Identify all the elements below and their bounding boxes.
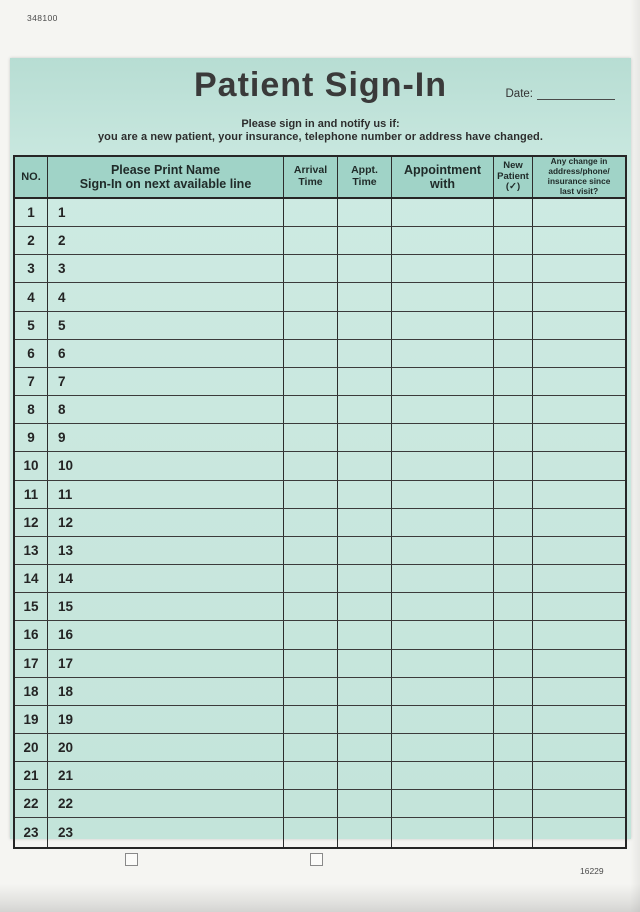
appt-time-cell[interactable] — [338, 199, 392, 226]
appt-time-cell[interactable] — [338, 396, 392, 423]
new-patient-check-cell[interactable] — [494, 593, 533, 620]
name-entry-cell[interactable]: 9 — [48, 424, 284, 451]
sign-in-row — [15, 565, 625, 593]
info-change-cell[interactable] — [533, 452, 625, 479]
row-number: 7 — [15, 368, 48, 395]
row-number: 9 — [15, 424, 48, 451]
info-change-cell[interactable] — [533, 734, 625, 761]
column-header-name: Please Print Name Sign-In on next available line — [48, 157, 284, 197]
appointment-with-cell[interactable] — [392, 368, 494, 395]
name-entry-cell[interactable]: 18 — [48, 678, 284, 705]
row-number: 6 — [15, 340, 48, 367]
row-number: 12 — [15, 509, 48, 536]
table-header-row — [15, 157, 625, 199]
sign-in-row — [15, 481, 625, 509]
arrival-time-cell[interactable] — [284, 818, 338, 846]
row-number: 2 — [15, 227, 48, 254]
appointment-with-cell[interactable] — [392, 255, 494, 282]
sign-in-row — [15, 621, 625, 649]
row-number: 22 — [15, 790, 48, 817]
arrival-time-cell[interactable] — [284, 650, 338, 677]
info-change-cell[interactable] — [533, 818, 625, 846]
arrival-time-cell[interactable] — [284, 396, 338, 423]
scan-edge-shadow-bottom — [0, 884, 640, 912]
appointment-with-cell[interactable] — [392, 199, 494, 226]
name-entry-cell[interactable]: 8 — [48, 396, 284, 423]
arrival-time-cell[interactable] — [284, 227, 338, 254]
new-patient-check-cell[interactable] — [494, 368, 533, 395]
name-entry-cell[interactable]: 23 — [48, 818, 284, 846]
appt-time-cell[interactable] — [338, 621, 392, 648]
info-change-cell[interactable] — [533, 424, 625, 451]
arrival-time-cell[interactable] — [284, 593, 338, 620]
new-patient-check-cell[interactable] — [494, 340, 533, 367]
new-patient-check-cell[interactable] — [494, 283, 533, 310]
info-change-cell[interactable] — [533, 762, 625, 789]
row-number: 3 — [15, 255, 48, 282]
name-entry-cell[interactable]: 19 — [48, 706, 284, 733]
name-entry-cell[interactable]: 17 — [48, 650, 284, 677]
name-entry-cell[interactable]: 4 — [48, 283, 284, 310]
appointment-with-cell[interactable] — [392, 312, 494, 339]
name-entry-cell[interactable]: 10 — [48, 452, 284, 479]
appointment-with-cell[interactable] — [392, 537, 494, 564]
appt-time-cell[interactable] — [338, 340, 392, 367]
appt-time-cell[interactable] — [338, 312, 392, 339]
appointment-with-cell[interactable] — [392, 762, 494, 789]
row-number: 13 — [15, 537, 48, 564]
appointment-with-cell[interactable] — [392, 565, 494, 592]
info-change-cell[interactable] — [533, 368, 625, 395]
column-header-appt: Appt. Time — [338, 157, 392, 197]
appointment-with-cell[interactable] — [392, 340, 494, 367]
row-number: 23 — [15, 818, 48, 846]
appt-time-cell[interactable] — [338, 734, 392, 761]
info-change-cell[interactable] — [533, 678, 625, 705]
appointment-with-cell[interactable] — [392, 650, 494, 677]
date-row — [506, 88, 616, 100]
name-entry-cell[interactable]: 7 — [48, 368, 284, 395]
new-patient-check-cell[interactable] — [494, 481, 533, 508]
appt-time-cell[interactable] — [338, 509, 392, 536]
arrival-time-cell[interactable] — [284, 424, 338, 451]
sign-in-row — [15, 312, 625, 340]
row-number: 11 — [15, 481, 48, 508]
appointment-with-cell[interactable] — [392, 509, 494, 536]
appt-time-cell[interactable] — [338, 706, 392, 733]
new-patient-check-cell[interactable] — [494, 621, 533, 648]
row-number: 19 — [15, 706, 48, 733]
new-patient-check-cell[interactable] — [494, 312, 533, 339]
new-patient-check-cell[interactable] — [494, 199, 533, 226]
appt-time-cell[interactable] — [338, 762, 392, 789]
arrival-time-cell[interactable] — [284, 537, 338, 564]
appointment-with-cell[interactable] — [392, 481, 494, 508]
arrival-time-cell[interactable] — [284, 481, 338, 508]
row-number: 14 — [15, 565, 48, 592]
sign-in-row — [15, 452, 625, 480]
sign-in-row — [15, 227, 625, 255]
info-change-cell[interactable] — [533, 537, 625, 564]
new-patient-check-cell[interactable] — [494, 790, 533, 817]
sign-in-row — [15, 509, 625, 537]
new-patient-check-cell[interactable] — [494, 678, 533, 705]
appointment-with-cell[interactable] — [392, 424, 494, 451]
row-number: 21 — [15, 762, 48, 789]
arrival-time-cell[interactable] — [284, 565, 338, 592]
appt-time-cell[interactable] — [338, 818, 392, 846]
date-input-line[interactable] — [537, 88, 615, 100]
arrival-time-cell[interactable] — [284, 368, 338, 395]
new-patient-check-cell[interactable] — [494, 537, 533, 564]
appt-time-cell[interactable] — [338, 227, 392, 254]
name-entry-cell[interactable]: 22 — [48, 790, 284, 817]
name-entry-cell[interactable]: 20 — [48, 734, 284, 761]
print-code-bottom: 16229 — [580, 866, 604, 876]
arrival-time-cell[interactable] — [284, 509, 338, 536]
name-entry-cell[interactable]: 5 — [48, 312, 284, 339]
row-number: 5 — [15, 312, 48, 339]
appointment-with-cell[interactable] — [392, 734, 494, 761]
appointment-with-cell[interactable] — [392, 706, 494, 733]
appointment-with-cell[interactable] — [392, 227, 494, 254]
info-change-cell[interactable] — [533, 227, 625, 254]
arrival-time-cell[interactable] — [284, 312, 338, 339]
info-change-cell[interactable] — [533, 650, 625, 677]
patient-sign-in-sheet — [10, 58, 631, 839]
row-number: 15 — [15, 593, 48, 620]
column-header-change: Any change in address/phone/ insurance since last visit? — [547, 156, 611, 196]
sign-in-row — [15, 283, 625, 311]
new-patient-check-cell[interactable] — [494, 452, 533, 479]
appt-time-cell[interactable] — [338, 452, 392, 479]
sign-in-row — [15, 678, 625, 706]
info-change-cell[interactable] — [533, 199, 625, 226]
new-patient-check-cell[interactable] — [494, 255, 533, 282]
column-header-appointment-with: Appointment with — [392, 157, 494, 197]
print-code-top: 348100 — [27, 13, 58, 23]
registration-mark-left — [125, 853, 138, 866]
name-entry-cell[interactable]: 1 — [48, 199, 284, 226]
notice-line-2: you are a new patient, your insurance, telephone number or address have changed. — [97, 131, 544, 143]
appt-time-cell[interactable] — [338, 368, 392, 395]
row-number: 20 — [15, 734, 48, 761]
appt-time-cell[interactable] — [338, 283, 392, 310]
sign-in-row — [15, 199, 625, 227]
info-change-cell[interactable] — [533, 396, 625, 423]
appt-time-cell[interactable] — [338, 481, 392, 508]
name-entry-cell[interactable]: 21 — [48, 762, 284, 789]
info-change-cell[interactable] — [533, 593, 625, 620]
sign-in-row — [15, 368, 625, 396]
notice-line-1: Please sign in and notify us if: — [241, 118, 400, 130]
name-entry-cell[interactable]: 3 — [48, 255, 284, 282]
info-change-cell[interactable] — [533, 283, 625, 310]
row-number: 8 — [15, 396, 48, 423]
name-entry-cell[interactable]: 12 — [48, 509, 284, 536]
appt-time-cell[interactable] — [338, 255, 392, 282]
sign-in-row — [15, 790, 625, 818]
arrival-time-cell[interactable] — [284, 255, 338, 282]
arrival-time-cell[interactable] — [284, 678, 338, 705]
date-label: Date: — [505, 88, 533, 100]
appt-time-cell[interactable] — [338, 537, 392, 564]
new-patient-check-cell[interactable] — [494, 650, 533, 677]
name-entry-cell[interactable]: 11 — [48, 481, 284, 508]
name-entry-cell[interactable]: 15 — [48, 593, 284, 620]
column-header-arrival: Arrival Time — [284, 157, 338, 197]
appointment-with-cell[interactable] — [392, 621, 494, 648]
appointment-with-cell[interactable] — [392, 396, 494, 423]
arrival-time-cell[interactable] — [284, 790, 338, 817]
appointment-with-cell[interactable] — [392, 790, 494, 817]
arrival-time-cell[interactable] — [284, 340, 338, 367]
info-change-cell[interactable] — [533, 255, 625, 282]
appt-time-cell[interactable] — [338, 593, 392, 620]
info-change-cell[interactable] — [533, 340, 625, 367]
name-entry-cell[interactable]: 6 — [48, 340, 284, 367]
row-number: 16 — [15, 621, 48, 648]
info-change-cell[interactable] — [533, 509, 625, 536]
sign-in-row — [15, 706, 625, 734]
arrival-time-cell[interactable] — [284, 283, 338, 310]
arrival-time-cell[interactable] — [284, 452, 338, 479]
row-number: 18 — [15, 678, 48, 705]
sign-in-row — [15, 818, 625, 846]
sign-in-row — [15, 734, 625, 762]
new-patient-check-cell[interactable] — [494, 509, 533, 536]
row-number: 10 — [15, 452, 48, 479]
info-change-cell[interactable] — [533, 790, 625, 817]
sign-in-table — [13, 155, 627, 849]
scan-edge-shadow-right — [630, 0, 640, 912]
info-change-cell[interactable] — [533, 481, 625, 508]
appt-time-cell[interactable] — [338, 678, 392, 705]
arrival-time-cell[interactable] — [284, 734, 338, 761]
name-entry-cell[interactable]: 2 — [48, 227, 284, 254]
name-entry-cell[interactable]: 14 — [48, 565, 284, 592]
appointment-with-cell[interactable] — [392, 283, 494, 310]
info-change-cell[interactable] — [533, 312, 625, 339]
column-header-new-patient: New Patient (✓) — [494, 157, 533, 197]
sign-in-row — [15, 650, 625, 678]
appt-time-cell[interactable] — [338, 565, 392, 592]
row-number: 17 — [15, 650, 48, 677]
appt-time-cell[interactable] — [338, 424, 392, 451]
row-number: 4 — [15, 283, 48, 310]
new-patient-check-cell[interactable] — [494, 227, 533, 254]
arrival-time-cell[interactable] — [284, 199, 338, 226]
sign-in-row — [15, 340, 625, 368]
sign-in-row — [15, 255, 625, 283]
new-patient-check-cell[interactable] — [494, 734, 533, 761]
appt-time-cell[interactable] — [338, 650, 392, 677]
appointment-with-cell[interactable] — [392, 818, 494, 846]
arrival-time-cell[interactable] — [284, 706, 338, 733]
info-change-cell[interactable] — [533, 565, 625, 592]
appt-time-cell[interactable] — [338, 790, 392, 817]
info-change-cell[interactable] — [533, 621, 625, 648]
name-entry-cell[interactable]: 16 — [48, 621, 284, 648]
name-entry-cell[interactable]: 13 — [48, 537, 284, 564]
registration-mark-right — [310, 853, 323, 866]
new-patient-check-cell[interactable] — [494, 818, 533, 846]
arrival-time-cell[interactable] — [284, 762, 338, 789]
appointment-with-cell[interactable] — [392, 452, 494, 479]
row-number: 1 — [15, 199, 48, 226]
info-change-cell[interactable] — [533, 706, 625, 733]
new-patient-check-cell[interactable] — [494, 762, 533, 789]
appointment-with-cell[interactable] — [392, 678, 494, 705]
sign-in-row — [15, 424, 625, 452]
table-body — [15, 199, 625, 847]
sign-in-row — [15, 537, 625, 565]
column-header-no: NO. — [15, 157, 48, 197]
new-patient-check-cell[interactable] — [494, 565, 533, 592]
new-patient-check-cell[interactable] — [494, 396, 533, 423]
sign-in-row — [15, 593, 625, 621]
form-title: Patient Sign-In — [194, 66, 447, 104]
arrival-time-cell[interactable] — [284, 621, 338, 648]
sign-in-row — [15, 762, 625, 790]
new-patient-check-cell[interactable] — [494, 706, 533, 733]
appointment-with-cell[interactable] — [392, 593, 494, 620]
new-patient-check-cell[interactable] — [494, 424, 533, 451]
sign-in-row — [15, 396, 625, 424]
